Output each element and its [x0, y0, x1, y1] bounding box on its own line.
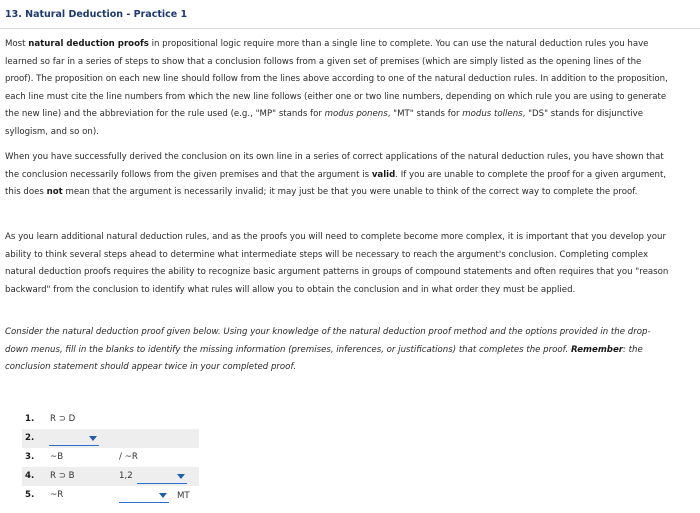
instructions-paragraph: Consider the natural deduction proof given below. Using your knowledge of the natural deduction proof method and the options provided in the drop-down menus, fill in the blanks to identify the missing information (premises, inferences, or justifications) that completes the proof. Remember: the conclusion statement should appear twice in your completed proof. [5, 327, 651, 372]
line-number: 1. [25, 414, 35, 424]
page-header [0, 0, 700, 29]
line-number: 2. [25, 433, 35, 443]
statement-dropdown-row-2[interactable] [49, 433, 99, 446]
statement: R ⊃ D [50, 414, 76, 424]
statement: ~B [50, 452, 64, 462]
line-number: 5. [25, 490, 35, 500]
page-title: 13. Natural Deduction - Practice 1 [5, 9, 188, 20]
proof-row-4 [22, 467, 199, 486]
chevron-down-icon [89, 436, 97, 441]
proof-row-2 [22, 429, 199, 448]
justification-lines: 1,2 [119, 471, 133, 481]
proof-row-5 [22, 486, 199, 505]
intro-paragraph-2: When you have successfully derived the conclusion on its own line in a series of correct applications of the natural deduction rules, you have shown that the conclusion necessarily follows from the given premises and that the argument is valid. If you are unable to complete the proof for a given argument, this does not mean that the argument is necessarily invalid; it may just be that you were unable to think of the correct way to complete the proof. [5, 152, 667, 197]
chevron-down-icon [159, 493, 167, 498]
justification-rule: MT [177, 491, 190, 501]
intro-paragraph-3: As you learn additional natural deduction rules, and as the proofs you will need to complete become more complex, it is important that you develop your ability to think several steps ahead to determine what intermediate steps will be necessary to reach the argument's conclusion. Completing complex natural deduction proofs requires the ability to recognize basic argument patterns in groups of compound statements and often requires that you "reason backward" from the conclusion to identify what rules will allow you to obtain the conclusion and in what order they must be applied. [5, 232, 669, 295]
proof-row-1 [22, 410, 199, 429]
chevron-down-icon [177, 474, 185, 479]
statement: ~R [50, 490, 64, 500]
lines-dropdown-row-5[interactable] [119, 490, 169, 503]
line-number: 4. [25, 471, 35, 481]
proof-table [22, 410, 199, 505]
line-number: 3. [25, 452, 35, 462]
conclusion-marker: / ~R [119, 452, 138, 462]
rule-dropdown-row-4[interactable] [137, 471, 187, 484]
proof-row-3 [22, 448, 199, 467]
statement: R ⊃ B [50, 471, 75, 481]
intro-paragraph-1: Most natural deduction proofs in propositional logic require more than a single line to complete. You can use the natural deduction rules you have learned so far in a series of steps to show that a conclusion follows from a given set of premises (which are simply listed as the opening lines of the proof). The proposition on each new line should follow from the lines above according to one of the natural deduction rules. In addition to the proposition, each line must cite the line numbers from which the new line follows (either one or two line numbers, depending on which rule you are using to generate the new line) and the abbreviation for the rule used (e.g., "MP" stands for modus ponens, "MT" stands for modus tollens, "DS" stands for disjunctive syllogism, and so on). [5, 39, 668, 137]
